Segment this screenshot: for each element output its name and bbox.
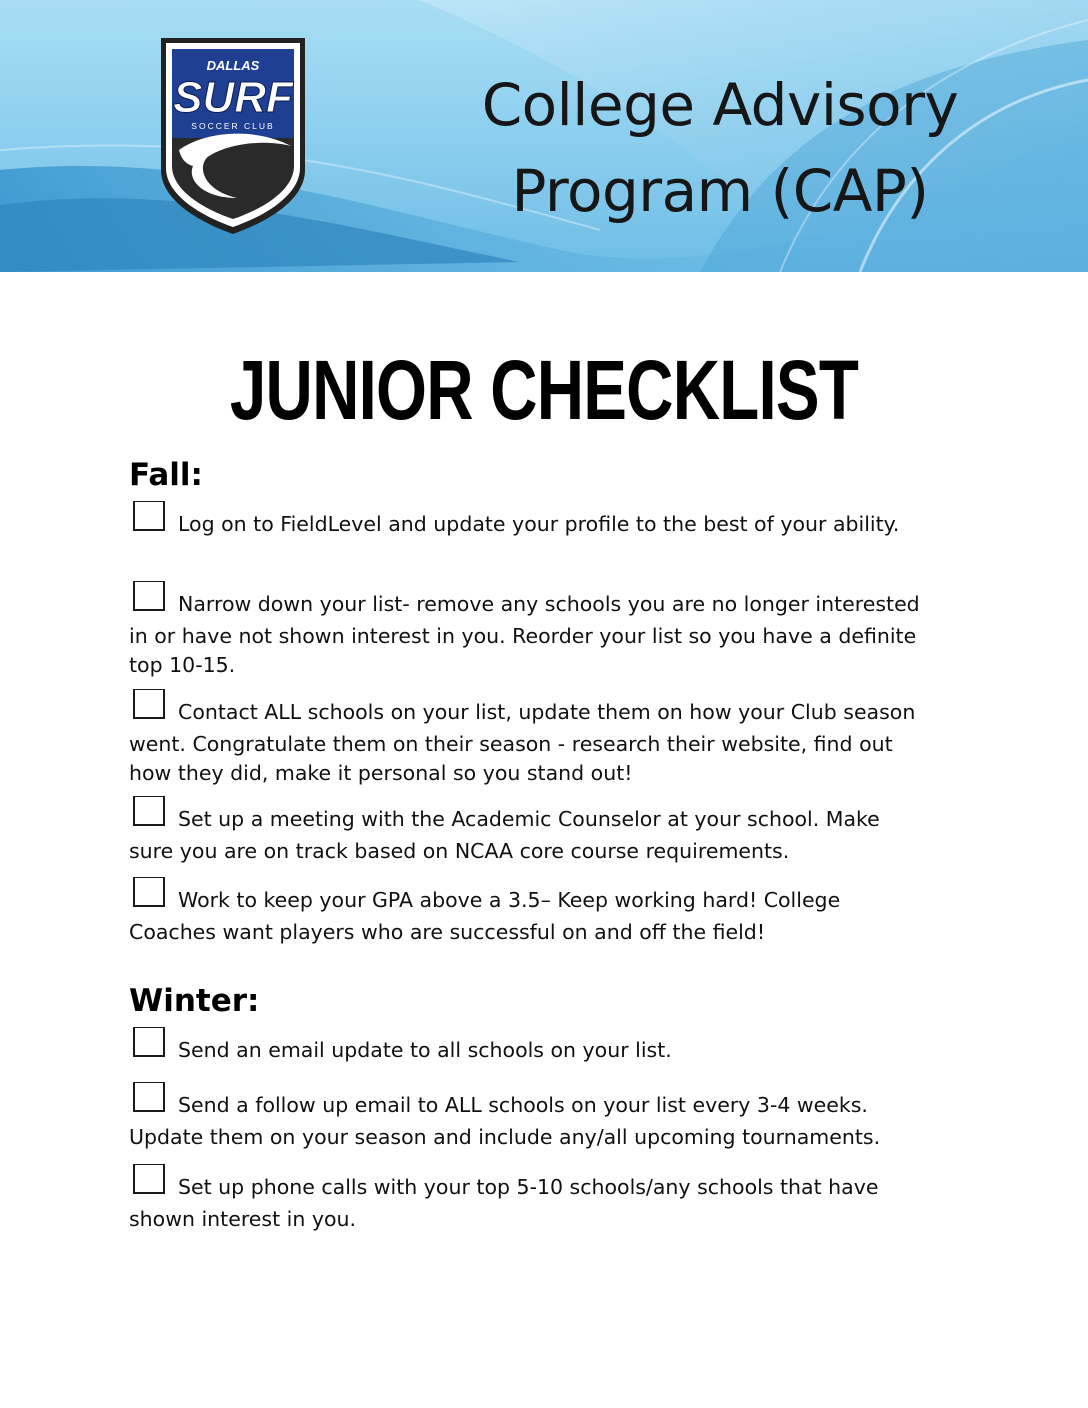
header-banner <box>0 0 1088 272</box>
checklist-item-text-continued: Coaches want players who are successful on and off the field! <box>129 920 766 944</box>
checkbox[interactable] <box>133 501 165 531</box>
checklist-item-text-continued: in or have not shown interest in you. Reorder your list so you have a definite <box>129 624 917 648</box>
checkbox[interactable] <box>133 796 165 826</box>
checklist-item <box>129 1166 969 1235</box>
checklist-item-text: Narrow down your list- remove any schools you are no longer interested <box>178 592 920 616</box>
checkbox[interactable] <box>133 581 165 611</box>
section-heading-winter: Winter: <box>129 983 260 1019</box>
checklist-item-text-continued: top 10-15. <box>129 653 236 677</box>
program-title <box>420 62 1020 234</box>
checklist-item <box>129 879 969 948</box>
logo-top-text: DALLAS <box>206 58 260 73</box>
checklist-item <box>129 691 969 786</box>
checkbox[interactable] <box>133 689 165 719</box>
document-title: JUNIOR CHECKLIST <box>229 343 859 437</box>
checklist-item <box>129 1084 969 1153</box>
checklist-item-text: Send a follow up email to ALL schools on your list every 3-4 weeks. <box>178 1093 868 1117</box>
checklist-item-text: Log on to FieldLevel and update your profile to the best of your ability. <box>178 512 900 536</box>
checklist-item <box>129 583 969 678</box>
checklist-item-text-continued: went. Congratulate them on their season - research their website, find out <box>129 732 893 756</box>
checklist-item-text: Send an email update to all schools on your list. <box>178 1038 672 1062</box>
checklist-item-text-continued: how they did, make it personal so you stand out! <box>129 761 633 785</box>
checkbox[interactable] <box>133 1164 165 1194</box>
checkbox[interactable] <box>133 1027 165 1057</box>
logo-sub-text: SOCCER CLUB <box>191 121 275 131</box>
checklist-item <box>129 1029 969 1066</box>
checklist-item-text-continued: Update them on your season and include any/all upcoming tournaments. <box>129 1125 881 1149</box>
checklist-item <box>129 503 969 540</box>
checklist-item-text: Set up phone calls with your top 5-10 schools/any schools that have <box>178 1175 879 1199</box>
checklist-item-text: Work to keep your GPA above a 3.5– Keep working hard! College <box>178 888 841 912</box>
logo-main-text: SURF <box>173 73 293 122</box>
checklist-item <box>129 798 969 867</box>
dallas-surf-logo <box>157 30 309 236</box>
checklist-item-text-continued: shown interest in you. <box>129 1207 357 1231</box>
program-title-line-2: Program (CAP) <box>511 157 929 225</box>
checkbox[interactable] <box>133 1082 165 1112</box>
program-title-line-1: College Advisory <box>481 71 959 139</box>
checklist-item-text-continued: sure you are on track based on NCAA core course requirements. <box>129 839 790 863</box>
section-heading-fall: Fall: <box>129 457 203 493</box>
checkbox[interactable] <box>133 877 165 907</box>
checklist-item-text: Set up a meeting with the Academic Counselor at your school. Make <box>178 807 880 831</box>
checklist-item-text: Contact ALL schools on your list, update them on how your Club season <box>178 700 916 724</box>
